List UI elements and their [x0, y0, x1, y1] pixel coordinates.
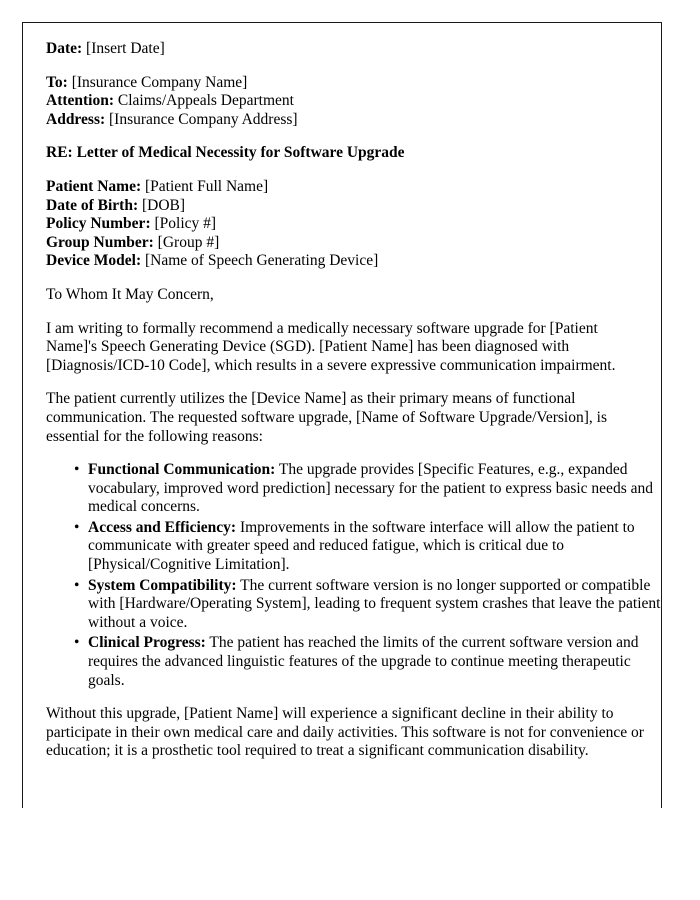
bullet-icon: • [74, 518, 80, 536]
reason-term: Functional Communication: [88, 461, 276, 479]
recipient-address-value: [Insurance Company Address] [109, 110, 298, 128]
policy-number-line [46, 215, 646, 234]
date-of-birth-label: Date of Birth: [46, 196, 139, 214]
policy-number-label: Policy Number: [46, 215, 151, 233]
recipient-to-label: To: [46, 73, 68, 91]
paragraph-current-device: The patient currently utilizes the [Device Name] as their primary means of functional communication. The requested software upgrade, [Name of Software Upgrade/Version], is essential for the following reasons: [46, 390, 607, 445]
device-model-label: Device Model: [46, 252, 142, 270]
date-of-birth-line [46, 197, 646, 216]
recipient-block [46, 74, 646, 130]
recipient-to-line [46, 74, 646, 93]
date-label: Date: [46, 40, 83, 57]
bullet-icon: • [74, 634, 80, 652]
recipient-attention-value: Claims/Appeals Department [117, 92, 294, 110]
reason-text: The upgrade provides [Specific Features, e.g., expanded vocabulary, improved word prediction] necessary for the patient to express basic needs and medical concerns. [88, 461, 653, 516]
patient-name-label: Patient Name: [46, 177, 142, 195]
patient-info-block [46, 178, 646, 271]
subject-heading: RE: Letter of Medical Necessity for Software Upgrade [46, 144, 405, 162]
policy-number-value: [Policy #] [154, 215, 217, 233]
reason-text: The current software version is no longer supported or compatible with [Hardware/Operating System], leading to frequent system crashes that leave the patient without a voice. [88, 576, 661, 631]
paragraph-introduction: I am writing to formally recommend a medically necessary software upgrade for [Patient Name]'s Speech Generating Device (SGD). [Patient Name] has been diagnosed with [Diagnosis/ICD-10 Code], which results in a severe expressive communication impairment. [46, 319, 616, 374]
recipient-to-value: [Insurance Company Name] [71, 73, 248, 91]
reason-term: Clinical Progress: [88, 634, 206, 652]
reason-text: Improvements in the software interface will allow the patient to communicate with greater speed and reduced fatigue, which is critical due to [Physical/Cognitive Limitation]. [88, 518, 635, 574]
reason-term: Access and Efficiency: [88, 518, 237, 536]
device-model-line [46, 252, 646, 271]
group-number-label: Group Number: [46, 233, 154, 251]
letter-body [46, 40, 661, 776]
date-line [46, 40, 646, 59]
recipient-address-label: Address: [46, 110, 106, 128]
patient-name-value: [Patient Full Name] [145, 177, 269, 195]
reason-term: System Compatibility: [88, 576, 237, 594]
bullet-icon: • [74, 461, 80, 479]
patient-name-line [46, 178, 646, 197]
group-number-line [46, 234, 646, 253]
group-number-value: [Group #] [157, 233, 220, 251]
recipient-address-line [46, 111, 646, 130]
date-value: [Insert Date] [86, 40, 165, 57]
list-item [74, 461, 669, 517]
recipient-attention-label: Attention: [46, 92, 115, 110]
bullet-icon: • [74, 576, 80, 594]
reasons-list [46, 461, 661, 690]
date-of-birth-value: [DOB] [142, 196, 186, 214]
salutation: To Whom It May Concern, [46, 285, 214, 303]
list-item [74, 634, 669, 690]
paragraph-conclusion: Without this upgrade, [Patient Name] will experience a significant decline in their ability to participate in their own medical care and daily activities. This software is not for convenience or education; it is a prosthetic tool required to treat a significant communication disability. [46, 705, 644, 760]
date-block [46, 40, 646, 59]
list-item [74, 577, 669, 633]
device-model-value: [Name of Speech Generating Device] [145, 252, 379, 270]
recipient-attention-line [46, 92, 646, 111]
list-item [74, 519, 669, 575]
reason-text: The patient has reached the limits of the current software version and requires the advanced linguistic features of the upgrade to continue meeting therapeutic goals. [88, 634, 639, 689]
